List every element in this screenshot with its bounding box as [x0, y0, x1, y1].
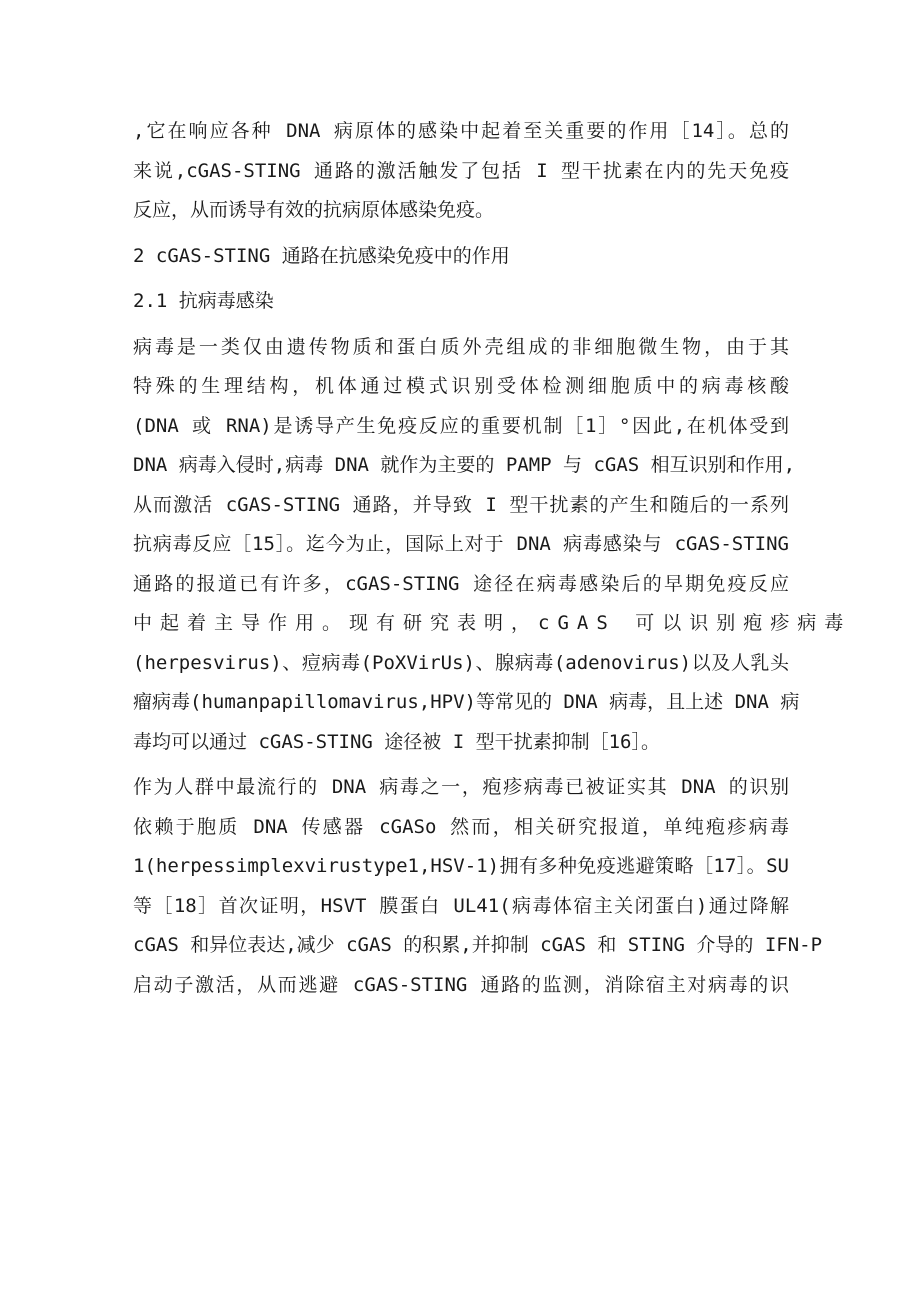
text-line: 作为人群中最流行的 DNA 病毒之一，疱疹病毒已被证实其 DNA 的识别: [133, 776, 789, 798]
text-line: 依赖于胞质 DNA 传感器 cGASo 然而，相关研究报道，单纯疱疹病毒: [133, 815, 789, 838]
text-line: 启动子激活，从而逃避 cGAS-STING 通路的监测，消除宿主对病毒的识: [133, 973, 789, 996]
text-line: 1(herpessimplexvirustype1,HSV-1)拥有多种免疫逃避策略［17］。SU: [133, 855, 789, 877]
section-heading: [133, 237, 789, 277]
text-line: 等［18］首次证明，HSVT 膜蛋白 UL41(病毒体宿主关闭蛋白)通过降解: [133, 894, 789, 917]
text-line: (herpesvirus)、痘病毒(PoXVirUs)、腺病毒(adenovirus)以及人乳头: [133, 651, 789, 674]
section-title: 2 cGAS-STING 通路在抗感染免疫中的作用: [133, 244, 510, 267]
text-line: 从而激活 cGAS-STING 通路，并导致 I 型干扰素的产生和随后的一系列: [133, 493, 789, 516]
text-line: 特殊的生理结构，机体通过模式识别受体检测细胞质中的病毒核酸: [133, 375, 789, 397]
text-line: 抗病毒反应［15］。迄今为止，国际上对于 DNA 病毒感染与 cGAS-STING: [133, 533, 789, 555]
text-line: 来说,cGAS-STING 通路的激活触发了包括 I 型干扰素在内的先天免疫: [133, 159, 789, 182]
subsection-title: 2.1 抗病毒感染: [133, 290, 274, 312]
text-line: (DNA 或 RNA)是诱导产生免疫反应的重要机制［1］°因此,在机体受到: [133, 414, 789, 437]
text-line: 瘤病毒(humanpapillomavirus,HPV)等常见的 DNA 病毒，且上述 DNA 病: [133, 691, 800, 713]
text-line: 反应，从而诱导有效的抗病原体感染免疫。: [133, 199, 495, 221]
subsection-heading: [133, 282, 789, 322]
document-body: [133, 112, 852, 1005]
text-line: cGAS 和异位表达,减少 cGAS 的积累,并抑制 cGAS 和 STING 介导的 IFN-P: [133, 934, 823, 956]
text-line: 通路的报道已有许多，cGAS-STING 途径在病毒感染后的早期免疫反应: [133, 572, 789, 595]
text-line: 中起着主导作用。现有研究表明，cGAS 可以识别疱疹病毒: [133, 612, 852, 634]
text-line: ,它在响应各种 DNA 病原体的感染中起着至关重要的作用［14］。总的: [133, 120, 789, 142]
text-line: 毒均可以通过 cGAS-STING 途径被 I 型干扰素抑制［16］。: [133, 730, 660, 753]
text-line: 病毒是一类仅由遗传物质和蛋白质外壳组成的非细胞微生物，由于其: [133, 335, 789, 358]
paragraph-virus: [133, 328, 852, 763]
paragraph-intro-end: [133, 112, 789, 231]
text-line: DNA 病毒入侵时,病毒 DNA 就作为主要的 PAMP 与 cGAS 相互识别和作用,: [133, 454, 796, 476]
paragraph-herpes: [133, 768, 823, 1005]
